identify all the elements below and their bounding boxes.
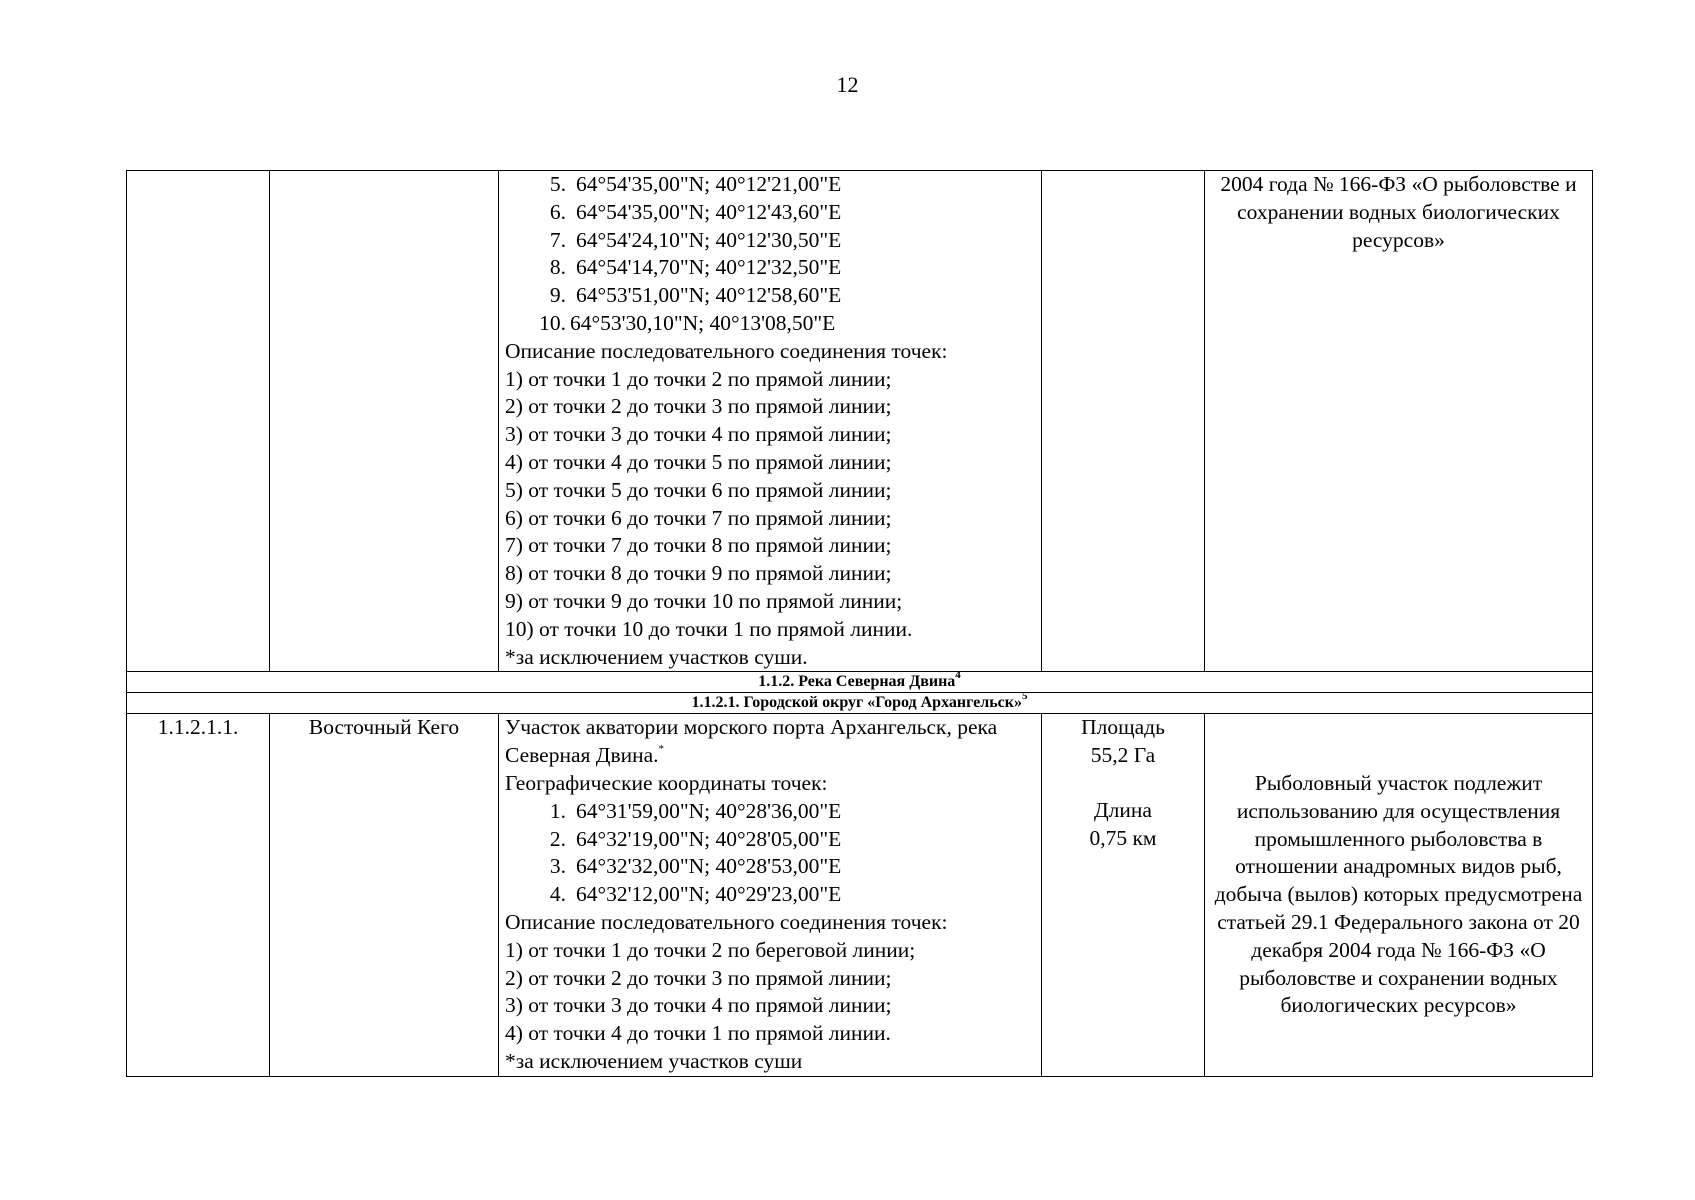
- length-value: 0,75 км: [1089, 825, 1157, 850]
- coordinates-heading: Географические координаты точек:: [505, 770, 828, 795]
- connection-item: 9) от точки 9 до точки 10 по прямой линии;: [505, 588, 903, 613]
- area-description-cell: [499, 714, 1042, 1076]
- length-label: Длина: [1094, 797, 1152, 822]
- notes-cell: 2004 года № 166-ФЗ «О рыболовстве и сохранении водных биологических ресурсов»: [1205, 171, 1593, 672]
- coordinate-item: 2. 64°32'19,00"N; 40°28'05,00"E: [549, 826, 842, 851]
- connection-item: 10) от точки 10 до точки 1 по прямой линии.: [505, 616, 913, 641]
- connection-item: 2) от точки 2 до точки 3 по прямой линии;: [505, 394, 892, 419]
- footnote-ref: *: [658, 742, 665, 755]
- coordinate-item: 3. 64°32'32,00"N; 40°28'53,00"E: [549, 854, 842, 879]
- connection-item: 5) от точки 5 до точки 6 по прямой линии;: [505, 477, 892, 502]
- subsection-title: 1.1.2.1. Городской округ «Город Архангельск»$^5$: [127, 693, 1593, 714]
- connection-item: 6) от точки 6 до точки 7 по прямой линии;: [505, 505, 892, 530]
- connection-heading: Описание последовательного соединения точек:: [505, 909, 948, 934]
- footnote-ref: 4: [955, 669, 961, 682]
- connection-item: 4) от точки 4 до точки 1 по прямой линии.: [505, 1021, 891, 1046]
- area-size-cell: [1042, 714, 1205, 1076]
- connection-item: 3) от точки 3 до точки 4 по прямой линии;: [505, 422, 892, 447]
- coordinate-item: 7. 64°54'24,10"N; 40°12'30,50"E: [549, 227, 842, 252]
- area-label: Площадь: [1081, 715, 1165, 740]
- row-number-cell: [127, 171, 270, 672]
- table-row: [127, 714, 1593, 1076]
- notes-cell: Рыболовный участок подлежит использованию для осуществления промышленного рыболовства в отношении анадромных видов рыб, добыча (вылов) которых предусмотрена статьей 29.1 Федерального закона от 20 декабря 2004 года № 166-ФЗ «О рыболовстве и сохранении водных биологических ресурсов»: [1205, 714, 1593, 1076]
- area-intro: Участок акватории морского порта Архангельск, река Северная Двина.*: [505, 715, 998, 768]
- connection-heading: Описание последовательного соединения точек:: [505, 338, 948, 363]
- footnote-text: *за исключением участков суши: [505, 1048, 803, 1073]
- page-number: 12: [836, 72, 859, 97]
- coordinate-item: 6. 64°54'35,00"N; 40°12'43,60"E: [549, 199, 842, 224]
- section-title: 1.1.2. Река Северная Двина$^4$: [127, 672, 1593, 693]
- coordinate-item: 8. 64°54'14,70"N; 40°12'32,50"E: [549, 255, 842, 280]
- coordinate-item: 4. 64°32'12,00"N; 40°29'23,00"E: [549, 882, 842, 907]
- footnote-ref: 5: [1021, 690, 1028, 703]
- area-size-cell: [1042, 171, 1205, 672]
- area-name-cell: [270, 171, 499, 672]
- footnote-text: *за исключением участков суши.: [505, 644, 808, 669]
- row-number-cell: 1.1.2.1.1.: [127, 714, 270, 1076]
- connection-item: 1) от точки 1 до точки 2 по прямой линии;: [505, 366, 892, 391]
- coordinate-item: 5. 64°54'35,00"N; 40°12'21,00"E: [549, 172, 842, 196]
- coordinate-item: 10. 64°53'30,10"N; 40°13'08,50"E: [539, 310, 836, 335]
- fishing-areas-table: [126, 170, 1593, 1077]
- area-name-cell: Восточный Кего: [270, 714, 499, 1076]
- area-value: 55,2 Га: [1090, 743, 1156, 768]
- coordinate-item: 1. 64°31'59,00"N; 40°28'36,00"E: [549, 798, 842, 823]
- connection-item: 7) от точки 7 до точки 8 по прямой линии;: [505, 533, 892, 558]
- table-row-continued: [127, 171, 1593, 672]
- area-description-cell: [499, 171, 1042, 672]
- connection-item: 1) от точки 1 до точки 2 по береговой линии;: [505, 937, 916, 962]
- connection-item: 2) от точки 2 до точки 3 по прямой линии;: [505, 965, 892, 990]
- connection-item: 8) от точки 8 до точки 9 по прямой линии;: [505, 561, 892, 586]
- subsection-header-row: [127, 693, 1593, 714]
- connection-item: 4) от точки 4 до точки 5 по прямой линии;: [505, 449, 892, 474]
- connection-item: 3) от точки 3 до точки 4 по прямой линии;: [505, 993, 892, 1018]
- coordinate-item: 9. 64°53'51,00"N; 40°12'58,60"E: [549, 283, 842, 308]
- section-header-row: [127, 672, 1593, 693]
